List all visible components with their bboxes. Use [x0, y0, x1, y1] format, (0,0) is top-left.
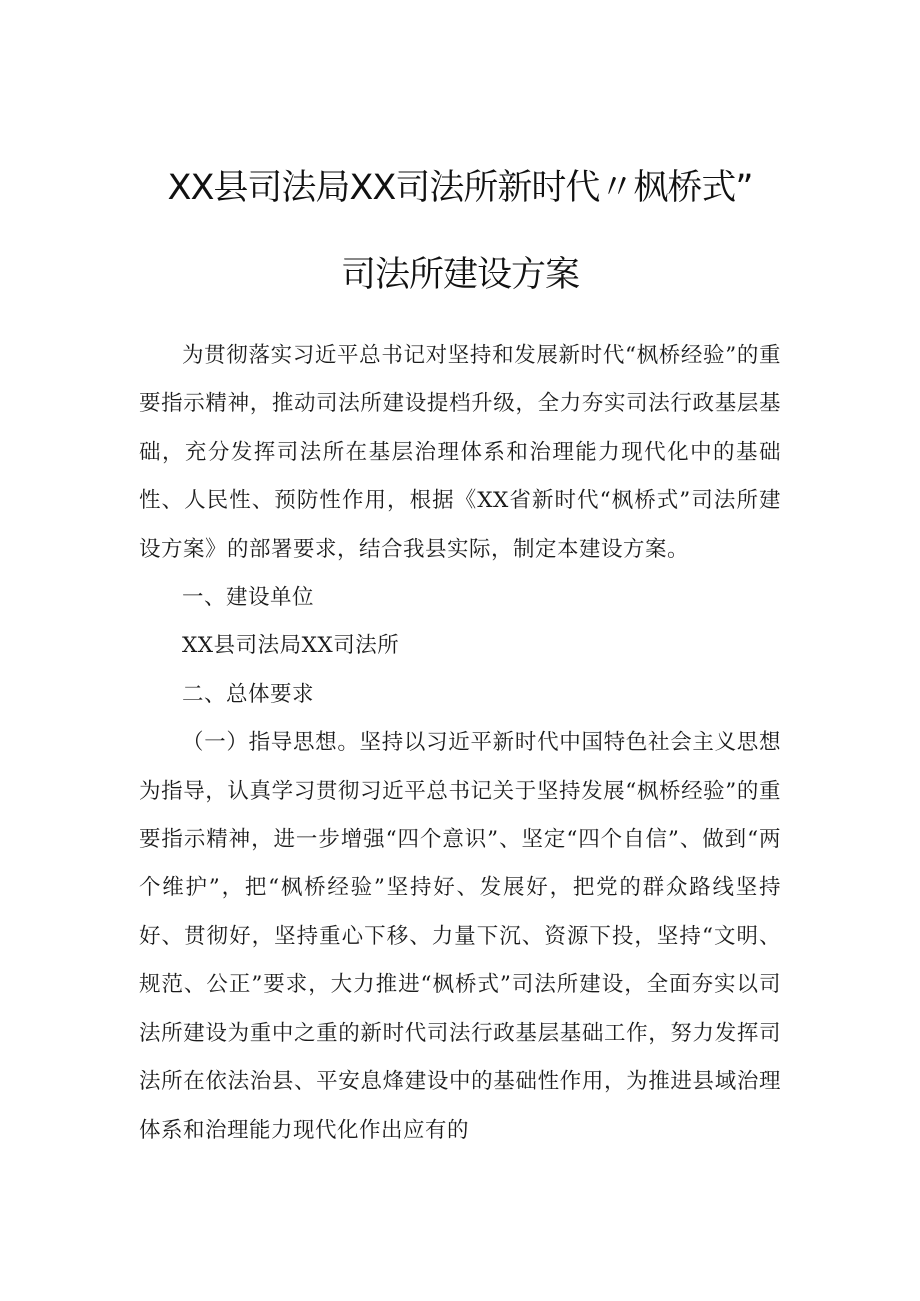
intro-paragraph: 为贯彻落实习近平总书记对坚持和发展新时代“枫桥经验”的重要指示精神，推动司法所建设提档升级，全力夯实司法行政基层基础，充分发挥司法所在基层治理体系和治理能力现代化中的基础性、人民性、预防性作用，根据《XX省新时代“枫桥式”司法所建设方案》的部署要求，结合我县实际，制定本建设方案。 [139, 343, 781, 562]
document-title-line-2: 司法所建设方案 [340, 255, 579, 295]
document-title-line-1: XX县司法局XX司法所新时代〃枫桥式” [167, 168, 753, 208]
section-heading-construction-unit: 一、建设单位 [182, 585, 315, 611]
construction-unit-name: XX县司法局XX司法所 [182, 633, 400, 659]
document-body [139, 332, 781, 1155]
section-heading-general-requirements: 二、总体要求 [182, 681, 315, 707]
guiding-ideology-paragraph: （一）指导思想。坚持以习近平新时代中国特色社会主义思想为指导，认真学习贯彻习近平总书记关于坚持发展“枫桥经验”的重要指示精神，进一步增强“四个意识”、坚定“四个自信”、做到“两个维护”，把“枫桥经验”坚持好、发展好，把党的群众路线坚持好、贯彻好，坚持重心下移、力量下沉、资源下投，坚持“文明、规范、公正”要求，大力推进“枫桥式”司法所建设，全面夯实以司法所建设为重中之重的新时代司法行政基层基础工作，努力发挥司法所在依法治县、平安息烽建设中的基础性作用，为推进县域治理体系和治理能力现代化作出应有的 [139, 730, 781, 1143]
